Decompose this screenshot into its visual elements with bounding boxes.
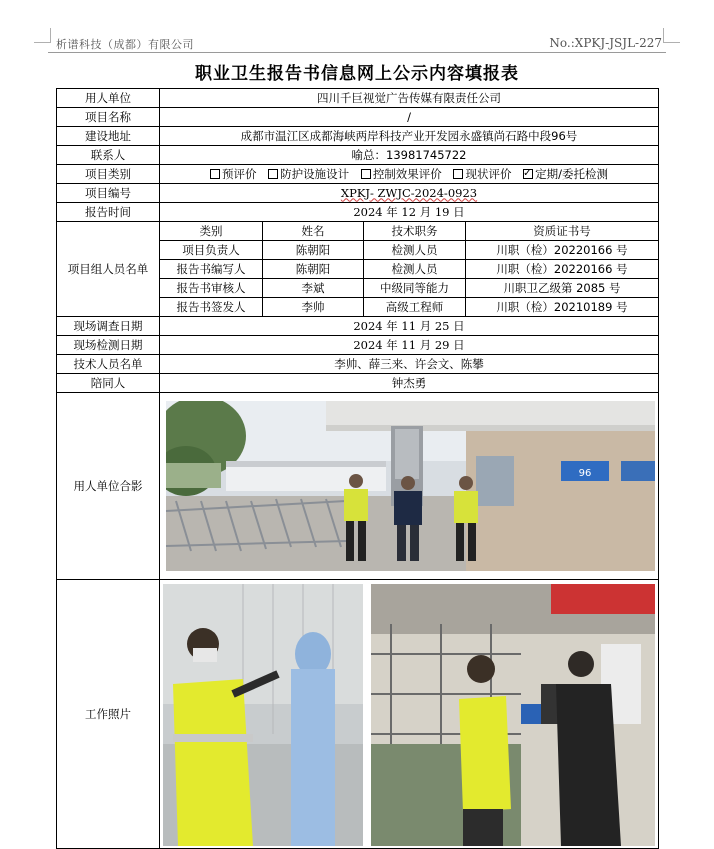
project-no-cell [160, 184, 659, 203]
escort-value: 钟杰勇 [160, 374, 659, 393]
team-header-title: 技术职务 [364, 222, 466, 241]
team-title: 中级同等能力 [364, 279, 466, 298]
category-label: 项目类别 [57, 165, 160, 184]
row-address [57, 127, 659, 146]
team-name: 李帅 [263, 298, 364, 317]
category-option-pre-evaluation: 预评价 [210, 167, 257, 181]
group-photo-label: 用人单位合影 [57, 393, 160, 580]
team-cert: 川职卫乙级第 2085 号 [466, 279, 659, 298]
group-photo-cell [160, 393, 659, 580]
corner-mark-top-right [663, 28, 680, 43]
team-cert: 川职（检）20220166 号 [466, 241, 659, 260]
team-label: 项目组人员名单 [57, 222, 160, 317]
survey-date-value: 2024 年 11 月 25 日 [160, 317, 659, 336]
row-survey-date [57, 317, 659, 336]
project-no-label: 项目编号 [57, 184, 160, 203]
checkbox-icon [268, 169, 278, 179]
employer-label: 用人单位 [57, 89, 160, 108]
work-photos-label: 工作照片 [57, 580, 160, 849]
team-role: 报告书编写人 [160, 260, 263, 279]
team-header-name: 姓名 [263, 222, 364, 241]
team-header-row [57, 222, 659, 241]
team-role: 项目负责人 [160, 241, 263, 260]
group-photo-image [166, 401, 655, 571]
work-photo-2 [371, 584, 655, 846]
project-no-value: XPKJ- ZWJC-2024-0923 [340, 185, 478, 200]
team-name: 李斌 [263, 279, 364, 298]
row-group-photo [57, 393, 659, 580]
employer-value: 四川千巨视觉广告传媒有限责任公司 [160, 89, 659, 108]
contact-label: 联系人 [57, 146, 160, 165]
report-date-label: 报告时间 [57, 203, 160, 222]
address-label: 建设地址 [57, 127, 160, 146]
category-option-protection-design: 防护设施设计 [268, 167, 349, 181]
tech-staff-label: 技术人员名单 [57, 355, 160, 374]
team-title: 检测人员 [364, 260, 466, 279]
project-name-value: / [160, 108, 659, 127]
tech-staff-value: 李帅、薛三来、许会文、陈攀 [160, 355, 659, 374]
row-report-date [57, 203, 659, 222]
page-title: 职业卫生报告书信息网上公示内容填报表 [195, 64, 519, 84]
escort-label: 陪同人 [57, 374, 160, 393]
team-cert: 川职（检）20220166 号 [466, 260, 659, 279]
contact-value: 喻总：13981745722 [160, 146, 659, 165]
project-name-label: 项目名称 [57, 108, 160, 127]
row-escort [57, 374, 659, 393]
row-employer [57, 89, 659, 108]
team-name: 陈朝阳 [263, 260, 364, 279]
work-photo-1 [163, 584, 363, 846]
checkbox-icon [210, 169, 220, 179]
team-cert: 川职（检）20210189 号 [466, 298, 659, 317]
checkbox-icon [361, 169, 371, 179]
report-date-value: 2024 年 12 月 19 日 [160, 203, 659, 222]
row-project-no [57, 184, 659, 203]
category-options [160, 165, 659, 184]
team-role: 报告书审核人 [160, 279, 263, 298]
category-option-status-evaluation: 现状评价 [453, 167, 511, 181]
address-value: 成都市温江区成都海峡两岸科技产业开发园永盛镇尚石路中段96号 [160, 127, 659, 146]
team-title: 高级工程师 [364, 298, 466, 317]
survey-date-label: 现场调查日期 [57, 317, 160, 336]
category-option-periodic-testing: ✓ 定期/委托检测 [523, 167, 608, 181]
header-company: 析谱科技（成都）有限公司 [56, 38, 194, 51]
team-role: 报告书签发人 [160, 298, 263, 317]
row-contact [57, 146, 659, 165]
test-date-label: 现场检测日期 [57, 336, 160, 355]
work-photos-cell [160, 580, 659, 849]
row-project-name [57, 108, 659, 127]
row-category [57, 165, 659, 184]
header-divider [48, 52, 666, 53]
team-header-cert: 资质证书号 [466, 222, 659, 241]
row-test-date [57, 336, 659, 355]
row-work-photos [57, 580, 659, 849]
team-header-category: 类别 [160, 222, 263, 241]
row-tech-staff [57, 355, 659, 374]
house-number-sign: 96 [578, 468, 592, 479]
category-option-control-effect: 控制效果评价 [361, 167, 442, 181]
test-date-value: 2024 年 11 月 29 日 [160, 336, 659, 355]
checked-checkbox-icon [523, 169, 533, 179]
info-table [56, 88, 659, 849]
header-doc-number: No.:XPKJ-JSJL-227 [549, 36, 662, 50]
checkbox-icon [453, 169, 463, 179]
team-title: 检测人员 [364, 241, 466, 260]
corner-mark-top-left [34, 28, 51, 43]
team-name: 陈朝阳 [263, 241, 364, 260]
